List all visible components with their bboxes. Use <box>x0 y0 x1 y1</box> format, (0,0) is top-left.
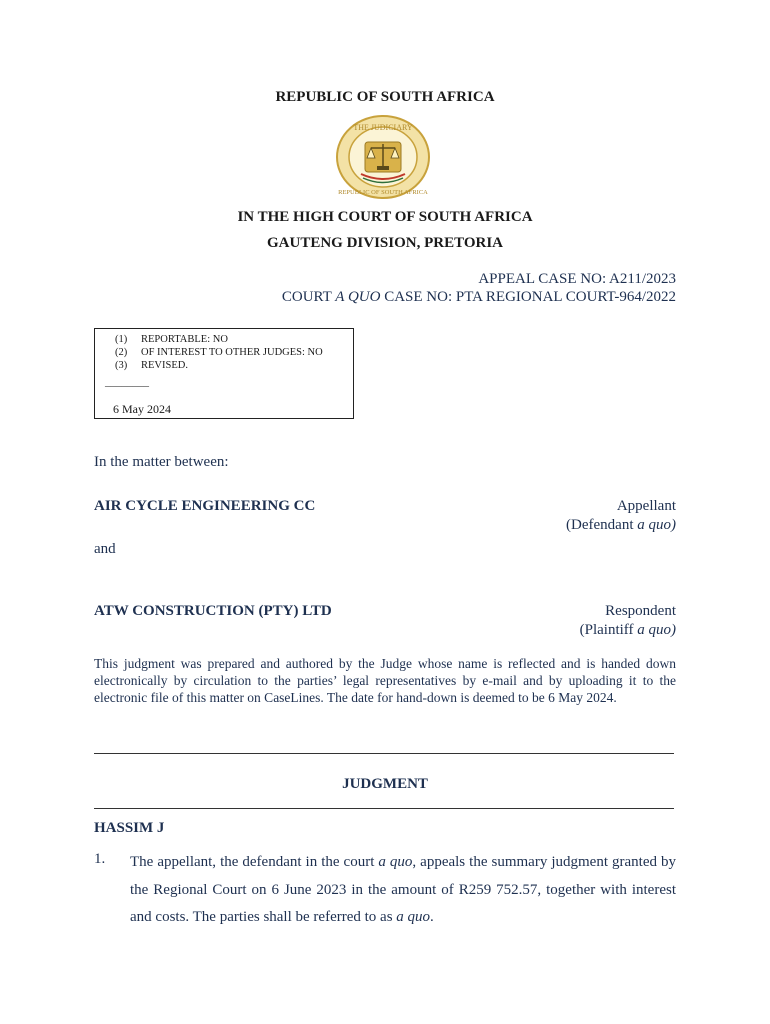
matter-intro: In the matter between: <box>94 454 229 470</box>
and-conjunction: and <box>94 541 116 557</box>
svg-text:REPUBLIC OF SOUTH AFRICA: REPUBLIC OF SOUTH AFRICA <box>338 189 428 196</box>
svg-text:THE JUDICIARY: THE JUDICIARY <box>353 123 413 132</box>
paragraph-number: 1. <box>94 851 106 867</box>
republic-heading: REPUBLIC OF SOUTH AFRICA <box>275 89 495 105</box>
court-title-line1: IN THE HIGH COURT OF SOUTH AFRICA <box>237 209 533 225</box>
appellant-subrole: (Defendant a quo) <box>566 517 676 533</box>
notice-date: 6 May 2024 <box>113 402 171 416</box>
appellant-role: Appellant <box>616 498 676 514</box>
court-a-quo-case-number: COURT A QUO CASE NO: PTA REGIONAL COURT-964/2022 <box>281 289 676 305</box>
judgment-heading: JUDGMENT <box>342 776 428 792</box>
respondent-role: Respondent <box>605 603 676 619</box>
judiciary-seal-icon <box>335 114 431 200</box>
reportable-notice-box <box>94 328 354 419</box>
appeal-case-number: APPEAL CASE NO: A211/2023 <box>478 271 676 287</box>
notice-item: (1) REPORTABLE: NO <box>115 334 228 345</box>
respondent-subrole: (Plaintiff a quo) <box>579 622 676 638</box>
paragraph-1: The appellant, the defendant in the court a quo, appeals the summary judgment granted by the Regional Court on 6 June 2023 in the amount of R259 752.57, together with interest and costs. The parties shall be referred to as a quo. <box>130 854 676 925</box>
divider-bottom <box>94 808 674 809</box>
court-title-line2: GAUTENG DIVISION, PRETORIA <box>266 235 503 251</box>
divider-top <box>94 753 674 754</box>
appellant-name: AIR CYCLE ENGINEERING CC <box>94 498 316 514</box>
notice-item: (3) REVISED. <box>115 360 188 371</box>
notice-item: (2) OF INTEREST TO OTHER JUDGES: NO <box>115 347 323 358</box>
signature-line: ________ <box>105 376 149 388</box>
judge-name: HASSIM J <box>94 820 165 836</box>
handdown-notice: This judgment was prepared and authored by the Judge whose name is reflected and is handed down electronically by circulation to the parties’ legal representatives by e-mail and by uploading it to the electronic file of this matter on CaseLines. The date for hand-down is deemed to be 6 May 2024. <box>94 656 676 705</box>
respondent-name: ATW CONSTRUCTION (PTY) LTD <box>94 603 332 619</box>
